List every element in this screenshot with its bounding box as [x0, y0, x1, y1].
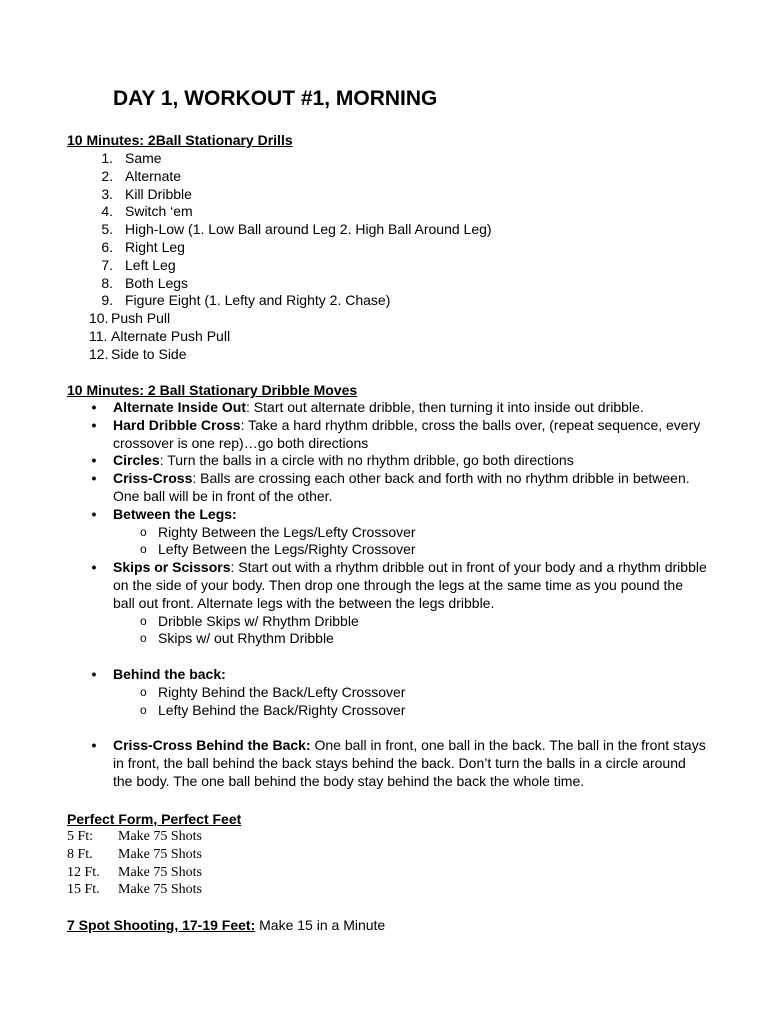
list-item: 12 Ft. Make 75 Shots [67, 864, 202, 880]
section-heading-perfect-form: Perfect Form, Perfect Feet [67, 811, 242, 827]
move-description: : Balls are crossing each other back and forth with no rhythm dribble in between. One ball will be in front of the other. [113, 470, 690, 504]
list-item: 15 Ft. Make 75 Shots [67, 882, 202, 898]
list-item: 12. Side to Side [89, 345, 187, 362]
section-heading-dribble-moves: 10 Minutes: 2 Ball Stationary Dribble Moves [67, 382, 358, 398]
list-item [67, 737, 707, 790]
list-item: 2. Alternate [101, 167, 182, 184]
list-item [67, 666, 707, 684]
list-item: 6. Right Leg [101, 238, 185, 255]
list-item: 5 Ft: Make 75 Shots [67, 829, 202, 844]
move-description: : Start out alternate dribble, then turning it into inside out dribble. [246, 399, 644, 415]
move-description: : Turn the balls in a circle with no rhythm dribble, go both directions [159, 452, 574, 469]
move-name: Criss-Cross Behind the Back: [113, 737, 311, 754]
sub-item: o Dribble Skips w/ Rhythm Dribble [140, 612, 359, 629]
section-heading-stationary-drills: 10 Minutes: 2Ball Stationary Drills [67, 132, 293, 148]
move-description: One ball in front, one ball in the back. The ball in the front stays in front, the ball behind the back stays behind the back. Don’t turn the balls in a circle around the body. The one ball behind the body stay behind the back the whole time. [113, 737, 706, 789]
list-item: 5. High-Low (1. Low Ball around Leg 2. High Ball Around Leg) [101, 221, 492, 238]
list-item [67, 470, 707, 506]
list-item: 4. Switch ‘em [101, 203, 193, 220]
move-name: Alternate Inside Out [113, 399, 247, 415]
list-item: 8. Both Legs [101, 274, 189, 291]
sub-item: o Lefty Between the Legs/Righty Crossover [140, 541, 416, 558]
move-name: Circles [113, 452, 160, 469]
list-item: 3. Kill Dribble [101, 185, 192, 202]
list-item: 7. Left Leg [101, 256, 176, 273]
move-name: Hard Dribble Cross [113, 416, 241, 433]
list-item [67, 506, 707, 524]
shooting-distances [67, 828, 202, 899]
list-item [67, 559, 707, 612]
list-item [67, 399, 707, 417]
bullet: • [91, 399, 97, 415]
move-description: : Start out with a rhythm dribble out in front of your body and a rhythm dribble on the side of your body. Then drop one through the legs at the same time as you pound the ball out front. Alternate legs with the between the legs dribble. [113, 559, 707, 611]
bullet: • [91, 737, 97, 754]
move-name: Behind the back: [113, 665, 226, 682]
dribble-moves-list [67, 399, 707, 791]
move-name: Skips or Scissors [113, 559, 231, 576]
bullet: • [91, 559, 97, 576]
sub-item: o Lefty Behind the Back/Righty Crossover [140, 701, 406, 718]
bullet: • [91, 505, 97, 522]
sub-item: o Skips w/ out Rhythm Dribble [140, 630, 334, 647]
list-item: 9. Figure Eight (1. Lefty and Righty 2. Chase) [101, 292, 391, 309]
bullet: • [91, 416, 97, 433]
stationary-drills-list [67, 150, 492, 364]
list-item: 10.Push Pull [89, 310, 171, 327]
section-heading-spot-shooting: 7 Spot Shooting, 17-19 Feet: [67, 917, 256, 933]
list-item [67, 452, 707, 470]
spot-shooting-line [67, 917, 385, 933]
bullet: • [91, 452, 97, 469]
list-item: 8 Ft. Make 75 Shots [67, 846, 202, 862]
page-title: DAY 1, WORKOUT #1, MORNING [113, 87, 438, 110]
spot-shooting-text: Make 15 in a Minute [255, 917, 386, 933]
move-name: Between the Legs: [113, 505, 237, 522]
sub-item: o Righty Between the Legs/Lefty Crossover [140, 523, 416, 540]
move-description: : Take a hard rhythm dribble, cross the balls over, (repeat sequence, every crossover is one rep)…go both directions [113, 416, 701, 451]
bullet: • [91, 470, 97, 487]
sub-item: o Righty Behind the Back/Lefty Crossover [140, 683, 406, 700]
list-item [67, 417, 707, 453]
move-name: Criss-Cross [113, 470, 193, 487]
list-item: 1. Same [101, 150, 162, 166]
bullet: • [91, 665, 97, 682]
list-item: 11. Alternate Push Pull [89, 327, 231, 344]
